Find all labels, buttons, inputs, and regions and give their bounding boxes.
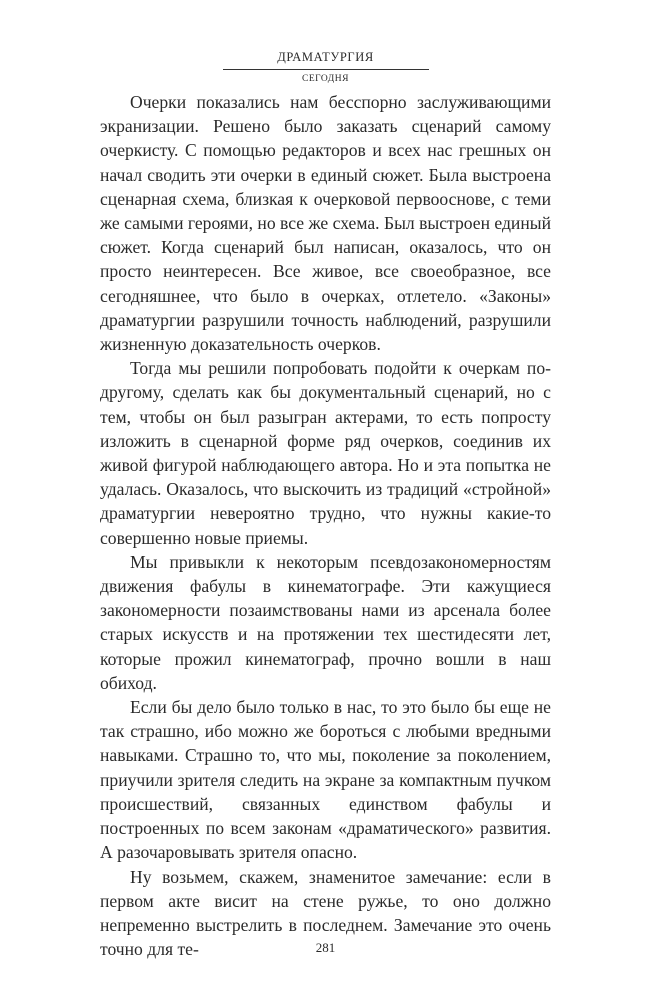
page-body — [100, 90, 551, 961]
paragraph: Если бы дело было только в нас, то это было бы еще не так страшно, ибо можно же бороться с любыми вредными навыками. Страшно то, что мы, поколение за поколением, приучили зрителя следить на экране за компактным пучком происшествий, связанных единством фабулы и построенных по всем законам «драматического» развития. А разочаровывать зрителя опасно. — [100, 697, 551, 863]
page-number: 281 — [315, 940, 336, 955]
running-header-title: ДРАМАТУРГИЯ — [277, 50, 374, 64]
paragraph: Мы привыкли к некоторым псевдозакономерностям движения фабулы в кинематографе. Эти кажущиеся закономерности позаимствованы нами из арсенала более старых искусств и на протяжении тех шестидесяти лет, которые прожил кинематограф, прочно вошли в наш обиход. — [100, 551, 551, 693]
paragraph: Тогда мы решили попробовать подойти к очеркам по-другому, сделать как бы документальный сценарий, но с тем, чтобы он был разыгран актерами, то есть попросту изложить в сценарной форме ряд очерков, соединив их живой фигурой наблюдающего автора. Но и эта попытка не удалась. Оказалось, что выскочить из традиций «стройной» драматургии невероятно трудно, что нужны какие-то совершенно новые приемы. — [100, 358, 551, 548]
header-divider — [223, 69, 429, 70]
paragraph: Очерки показались нам бесспорно заслуживающими экранизации. Решено было заказать сценарий самому очеркисту. С помощью редакторов и всех нас грешных он начал сводить эти очерки в единый сюжет. Была выстроена сценарная схема, близкая к очерковой первооснове, с теми же самыми героями, но все же схема. Был выстроен единый сюжет. Когда сценарий был написан, оказалось, что он просто неинтересен. Все живое, все своеобразное, все сегодняшнее, что было в очерках, отлетело. «Законы» драматургии разрушили точность наблюдений, разрушили жизненную доказательность очерков. — [100, 92, 551, 355]
paragraph: Ну возьмем, скажем, знаменитое замечание: если в первом акте висит на стене ружье, то оно должно непременно выстрелить в последнем. Замечание это очень точно для те- — [100, 866, 551, 960]
running-header-subtitle: СЕГОДНЯ — [302, 74, 349, 84]
running-header — [0, 50, 651, 85]
